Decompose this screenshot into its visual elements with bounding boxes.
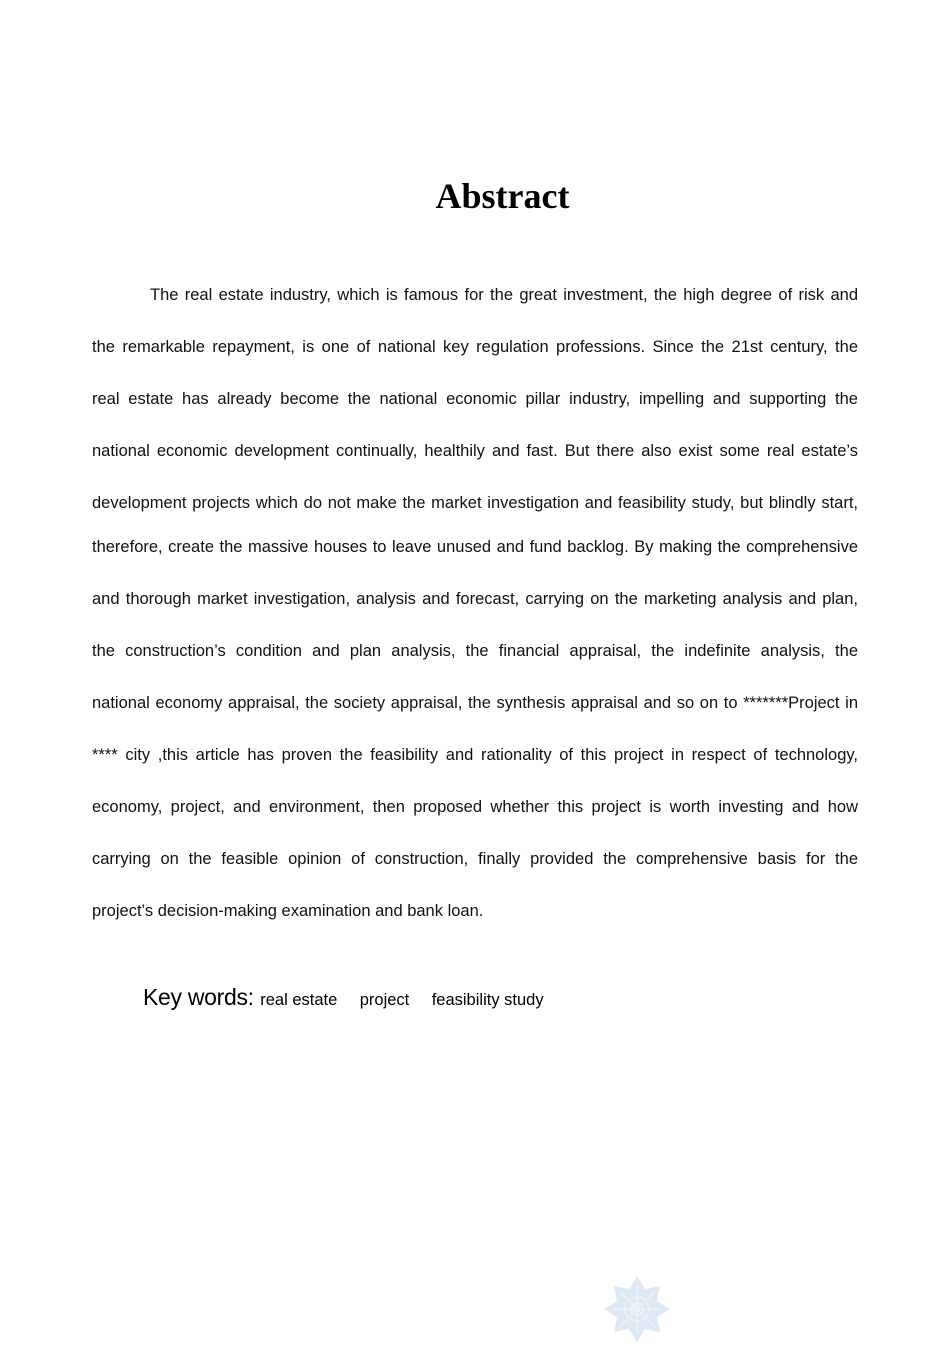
keywords-label: Key words: [143,984,254,1010]
keyword-item: feasibility study [431,991,544,1009]
abstract-line: the construction’s condition and plan analysis, the financial appraisal, the indefinite analysis, the [92,642,858,660]
abstract-line: national economy appraisal, the society appraisal, the synthesis appraisal and so on to *******Project in [92,694,858,712]
page-title: Abstract [435,176,570,216]
abstract-body [92,283,858,951]
keywords-row [143,984,544,1011]
keyword-item: project [359,991,410,1009]
keyword-item: real estate [260,991,338,1009]
abstract-line: **** city ,this article has proven the feasibility and rationality of this project in respect of technology, [92,746,858,764]
abstract-line: and thorough market investigation, analysis and forecast, carrying on the marketing analysis and plan, [92,590,858,608]
abstract-line: therefore, create the massive houses to leave unused and fund backlog. By making the comprehensive [92,538,858,556]
abstract-line: the remarkable repayment, is one of national key regulation professions. Since the 21st century, the [92,338,858,356]
abstract-line: The real estate industry, which is famous for the great investment, the high degree of risk and [150,286,858,304]
abstract-line: national economic development continually, healthily and fast. But there also exist some real estate’s [92,442,858,460]
abstract-line: development projects which do not make the market investigation and feasibility study, but blindly start, [92,494,858,512]
abstract-line: carrying on the feasible opinion of construction, finally provided the comprehensive basis for the [92,850,858,868]
abstract-line: economy, project, and environment, then proposed whether this project is worth investing and how [92,798,858,816]
abstract-line: project’s decision-making examination and bank loan. [92,902,484,920]
snowflake-watermark-icon [603,1275,671,1343]
abstract-line: real estate has already become the national economic pillar industry, impelling and supporting the [92,390,858,408]
